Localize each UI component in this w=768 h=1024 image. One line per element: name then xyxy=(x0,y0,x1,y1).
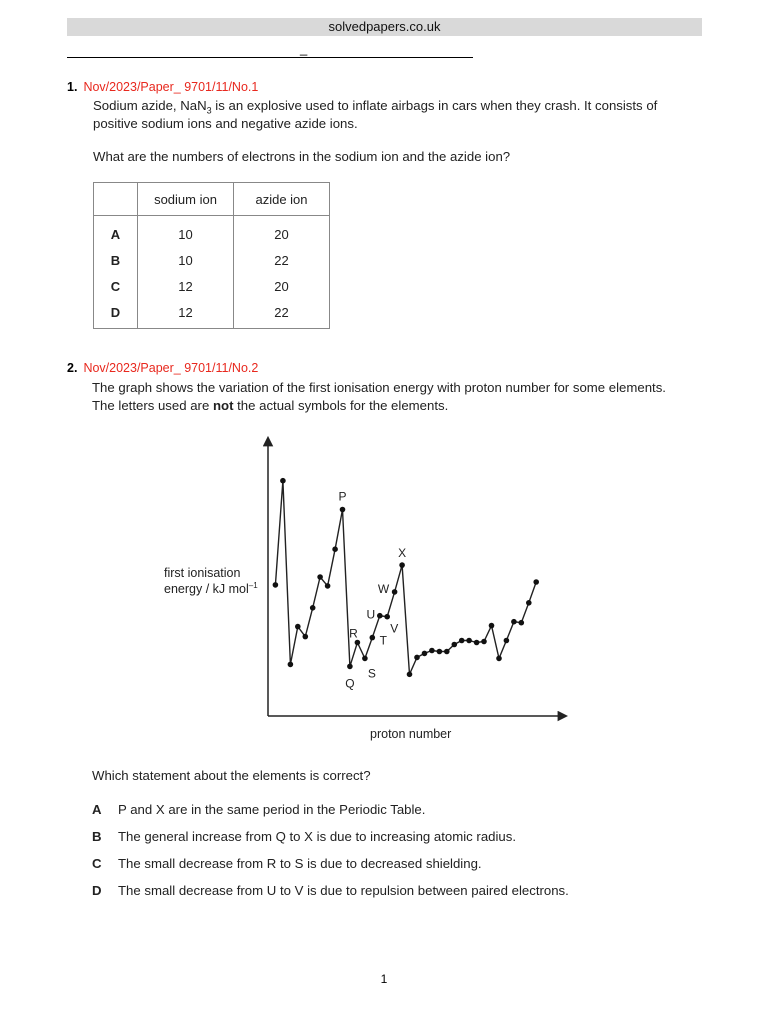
series-line xyxy=(275,481,536,675)
table-cell: 10 xyxy=(138,247,234,273)
data-point xyxy=(295,624,301,630)
table-row xyxy=(94,273,330,299)
q2-reference: Nov/2023/Paper_ 9701/11/No.2 xyxy=(83,361,259,375)
option-letter: D xyxy=(92,883,102,898)
q1-heading xyxy=(67,80,258,94)
table-cell: 10 xyxy=(138,216,234,248)
table-header-cell: azide ion xyxy=(234,183,330,216)
data-point xyxy=(414,655,420,661)
option-d xyxy=(92,883,569,898)
q1-answer-table xyxy=(93,182,330,329)
data-point xyxy=(519,620,525,626)
table-row xyxy=(94,216,330,248)
option-text: The small decrease from U to V is due to repulsion between paired electrons. xyxy=(118,883,569,898)
data-point xyxy=(496,656,502,662)
header-rule xyxy=(67,57,473,58)
q2-heading xyxy=(67,361,258,375)
q2-stem-text-b: the actual symbols for the elements. xyxy=(233,398,449,413)
table-cell: B xyxy=(94,247,138,273)
data-point xyxy=(429,648,435,654)
data-point xyxy=(399,562,405,568)
q1-stem-text-b: is an explosive used to inflate airbags in cars when they crash. It consists of xyxy=(211,98,658,113)
data-point xyxy=(444,649,450,655)
site-name: solvedpapers.co.uk xyxy=(328,19,441,34)
point-label: T xyxy=(379,633,387,648)
data-point xyxy=(437,649,443,655)
data-point xyxy=(317,574,323,580)
y-axis-label-line1: first ionisation xyxy=(164,566,241,580)
table-header-row xyxy=(94,183,330,216)
data-point xyxy=(355,640,361,646)
point-label: W xyxy=(377,581,390,596)
point-label: Q xyxy=(345,676,355,691)
table-header-cell: sodium ion xyxy=(138,183,234,216)
q2-question: Which statement about the elements is correct? xyxy=(92,768,371,783)
site-header-bar xyxy=(67,18,702,36)
table-cell: D xyxy=(94,299,138,329)
q1-stem-text-a: Sodium azide, NaN xyxy=(93,98,207,113)
q1-stem-subscript: 3 xyxy=(206,105,212,116)
data-point xyxy=(288,662,294,668)
option-letter: A xyxy=(92,802,102,817)
data-point xyxy=(325,583,331,589)
q1-reference: Nov/2023/Paper_ 9701/11/No.1 xyxy=(83,80,259,94)
data-point xyxy=(474,640,480,646)
y-axis-label-line2 xyxy=(164,581,258,596)
option-text: The general increase from Q to X is due to increasing atomic radius. xyxy=(118,829,517,844)
data-point xyxy=(511,619,517,625)
point-label: U xyxy=(366,607,376,622)
y-axis-label-unit: energy / kJ mol xyxy=(164,582,249,596)
data-point xyxy=(504,638,510,644)
data-point xyxy=(280,478,286,484)
table-cell: 22 xyxy=(234,247,330,273)
data-point xyxy=(407,672,413,678)
data-point xyxy=(533,579,539,585)
option-a xyxy=(92,802,425,817)
q2-number: 2. xyxy=(67,361,78,375)
q2-stem-bold: not xyxy=(212,398,234,413)
point-label: X xyxy=(398,546,407,561)
table-row xyxy=(94,247,330,273)
data-point xyxy=(370,635,376,641)
data-point xyxy=(273,582,279,588)
q2-stem-text-a: The letters used are xyxy=(92,398,213,413)
point-label: R xyxy=(349,626,358,641)
data-point xyxy=(303,634,309,640)
y-axis-label-superscript: –1 xyxy=(248,581,258,590)
table-cell: 20 xyxy=(234,273,330,299)
data-point xyxy=(392,589,398,595)
data-point xyxy=(422,651,428,657)
option-letter: B xyxy=(92,829,102,844)
data-point xyxy=(481,639,487,645)
data-point xyxy=(340,507,346,513)
ionisation-energy-chart xyxy=(0,420,768,760)
q1-question: What are the numbers of electrons in the sodium ion and the azide ion? xyxy=(93,149,511,164)
option-b xyxy=(92,829,516,844)
table-header-cell xyxy=(94,183,138,216)
data-point xyxy=(526,600,532,606)
table-row xyxy=(94,299,330,329)
table-cell: C xyxy=(94,273,138,299)
option-text: The small decrease from R to S is due to decreased shielding. xyxy=(118,856,482,871)
data-point xyxy=(489,623,495,629)
page-number: 1 xyxy=(380,972,388,986)
q1-number: 1. xyxy=(67,80,78,94)
data-point xyxy=(332,546,338,552)
table-cell: A xyxy=(94,216,138,248)
q1-stem-line2: positive sodium ions and negative azide ions. xyxy=(93,116,358,131)
data-point xyxy=(377,613,383,619)
point-label: V xyxy=(390,621,399,636)
data-point xyxy=(347,664,353,670)
data-point xyxy=(459,638,465,644)
table-cell: 12 xyxy=(138,299,234,329)
x-axis-label: proton number xyxy=(370,727,452,741)
q2-stem-line2 xyxy=(92,397,448,414)
table-cell: 22 xyxy=(234,299,330,329)
data-point xyxy=(466,638,472,644)
q2-stem-line1: The graph shows the variation of the first ionisation energy with proton number for some elements. xyxy=(92,380,666,395)
data-point xyxy=(452,642,458,648)
option-text: P and X are in the same period in the Periodic Table. xyxy=(118,802,426,817)
header-dash: _ xyxy=(300,41,308,56)
data-point xyxy=(310,605,316,611)
table-cell: 12 xyxy=(138,273,234,299)
option-letter: C xyxy=(92,856,102,871)
data-point xyxy=(362,656,368,662)
option-c xyxy=(92,856,482,871)
point-label: P xyxy=(338,489,347,504)
point-label: S xyxy=(367,666,376,681)
data-point xyxy=(384,614,390,620)
table-cell: 20 xyxy=(234,216,330,248)
